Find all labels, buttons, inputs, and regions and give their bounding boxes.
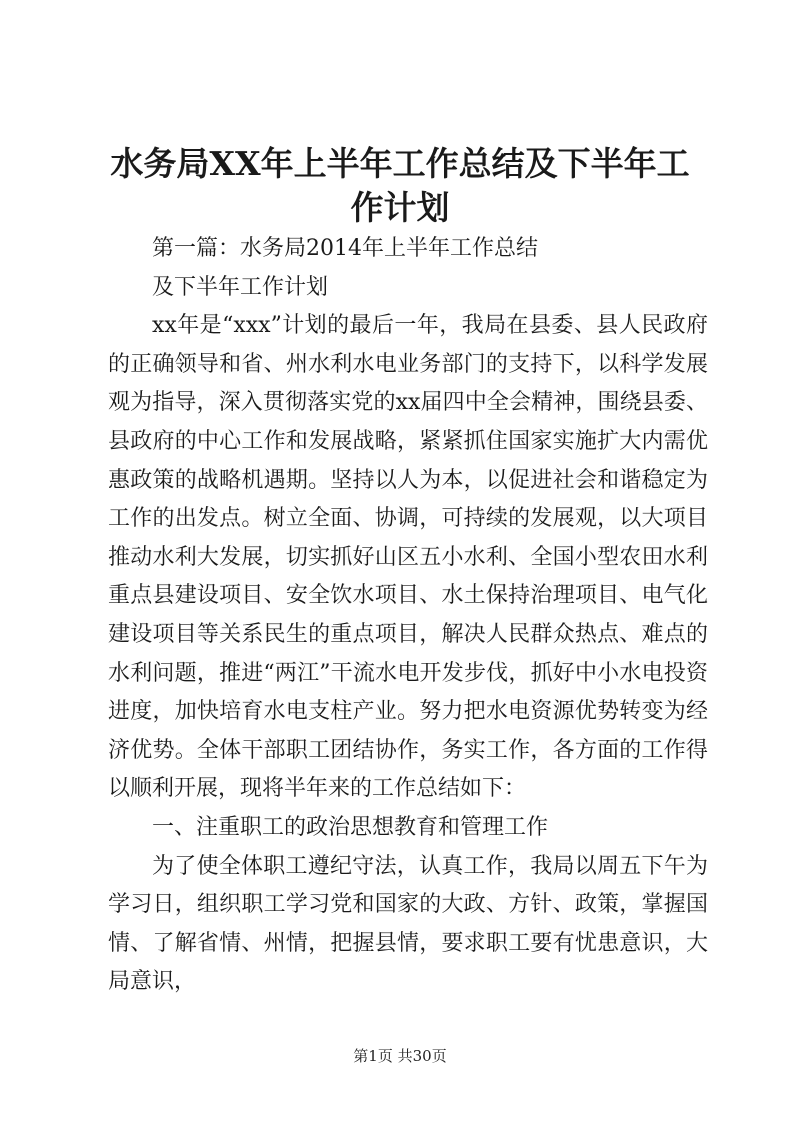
- section-heading-continued: 及下半年工作计划: [152, 274, 329, 300]
- section-heading: 第一篇：水务局2014年上半年工作总结: [152, 236, 538, 261]
- page-footer: 第1页 共30页: [353, 1047, 447, 1065]
- subsection-heading: 一、注重职工的政治思想教育和管理工作: [152, 814, 549, 840]
- document-title: 水务局XX年上半年工作总结及下半年工作计划: [110, 144, 690, 227]
- body-paragraph: xx年是“xxx”计划的最后一年，我局在县委、县人民政府的正确领导和省、州水利水电业务部门的支持下，以科学发展观为指导，深入贯彻落实党的xx届四中全会精神，围绕县委、县政府的中心工作和发展战略，紧紧抓住国家实施扩大内需优惠政策的战略机遇期。坚持以人为本，以促进社会和谐稳定为工作的出发点。树立全面、协调，可持续的发展观，以大项目推动水利大发展，切实抓好山区五小水利、全国小型农田水利重点县建设项目、安全饮水项目、水土保持治理项目、电气化建设项目等关系民生的重点项目，解决人民群众热点、难点的水利问题，推进“两江”干流水电开发步伐，抓好中小水电投资进度，加快培育水电支柱产业。努力把水电资源优势转变为经济优势。全体干部职工团结协作，务实工作，各方面的工作得以顺利开展，现将半年来的工作总结如下：: [108, 313, 708, 802]
- body-paragraph: 为了使全体职工遵纪守法，认真工作，我局以周五下午为学习日，组织职工学习党和国家的大政、方针、政策，掌握国情、了解省情、州情，把握县情，要求职工要有忧患意识，大局意识，: [108, 853, 708, 995]
- document-body: [108, 230, 708, 1002]
